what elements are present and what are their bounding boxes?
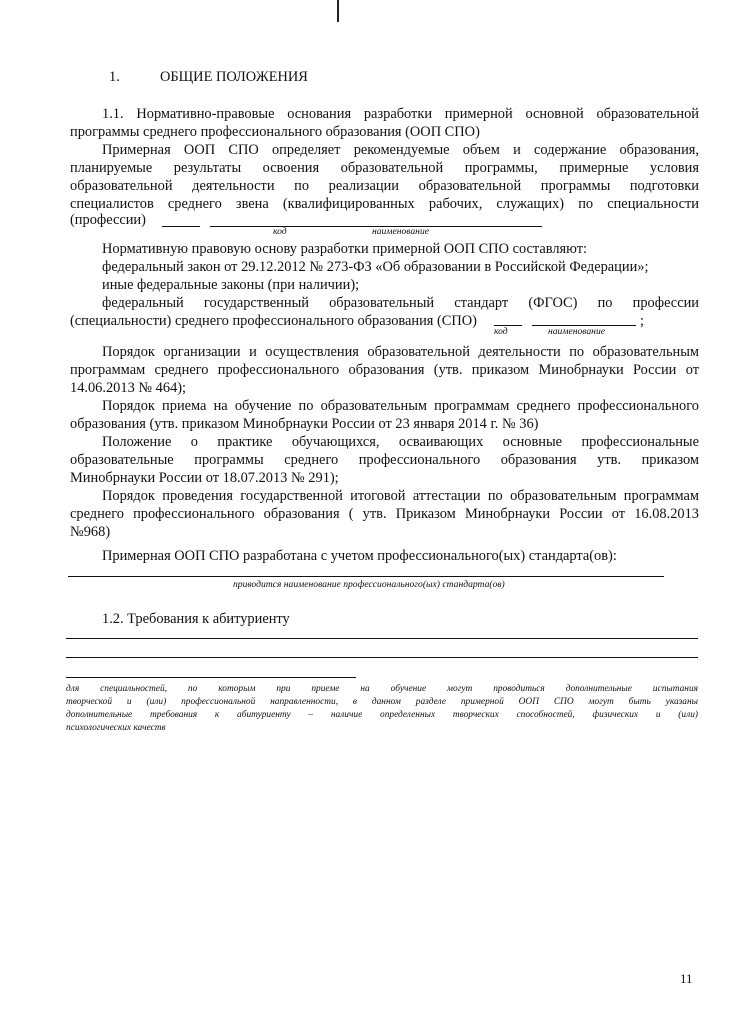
s11-line-7 [70,211,146,229]
fgos-semicolon: ; [640,313,644,329]
basis-other-laws: иные федеральные законы (при наличии); [102,277,360,293]
order1-line-2: программам среднего профессионального образования (утв. приказом Минобрнауки России от [70,362,699,378]
fgos-caption-name: наименование [548,326,606,337]
footnote-line-3: дополнительные требования к абитуриенту – наличие определенных творческих способностей, физических и (или) [66,710,698,720]
order3-line-1: Положение о практике обучающихся, осваивающих основные профессиональные [102,434,699,450]
order3-line-3: Минобрнауки России от 18.07.2013 № 291); [70,470,339,486]
s11-line-1: 1.1. Нормативно-правовые основания разработки примерной основной образовательной [102,106,699,122]
order2-line-1: Порядок приема на обучение по образовательным программам среднего профессионального [102,398,699,414]
basis-law: федеральный закон от 29.12.2012 № 273-ФЗ «Об образовании в Российской Федерации»; [102,259,649,275]
order2-line-2: образования (утв. приказом Минобрнауки России от 23 января 2014 г. № 36) [70,416,539,432]
s12-blank-line-2 [66,657,698,658]
basis-fgos-line-2: (специальности) среднего профессионального образования (СПО) [70,313,477,329]
order4-line-3: №968) [70,524,111,540]
order4-line-1: Порядок проведения государственной итоговой аттестации по образовательным программам [102,488,699,504]
caption-name: наименование [372,226,430,237]
s11-line-5: образовательной деятельности по реализации образовательной программы подготовки [70,178,699,194]
scan-edge-mark [337,0,339,22]
code-blank [162,226,200,227]
s11-line-6: специалистов среднего звена (квалифицированных рабочих, служащих) по специальности [70,196,699,212]
footnote-line-4: психологических качеств [66,723,166,733]
footnote-line-2: творческой и (или) профессиональной направленности, в данном разделе примерной ООП СПО могут быть указаны [66,697,698,707]
s11-line-3: Примерная ООП СПО определяет рекомендуемые объем и содержание образования, [102,142,699,158]
order1-line-3: 14.06.2013 № 464); [70,380,187,396]
s11-line-2: программы среднего профессионального образования (ООП СПО) [70,124,480,140]
section-title: ОБЩИЕ ПОЛОЖЕНИЯ [160,69,308,85]
basis-intro: Нормативную правовую основу разработки примерной ООП СПО составляют: [102,241,588,257]
footnote-line-1: для специальностей, по которым при приеме на обучение могут проводиться дополнительные испытания [66,684,698,694]
footnote-separator [66,677,356,678]
caption-code: код [273,226,287,237]
order1-line-1: Порядок организации и осуществления образовательной деятельности по образовательным [102,344,699,360]
s11-line-4: планируемые результаты освоения образовательной программы, примерные условия [70,160,699,176]
s11-profession-label: (профессии) [70,212,146,228]
order3-line-2: образовательные программы среднего профессионального образования утв. приказом [70,452,699,468]
order4-line-2: среднего профессионального образования ( утв. Приказом Минобрнауки России от 16.08.2013 [70,506,699,522]
standards-caption: приводится наименование профессионального(ых) стандарта(ов) [233,579,505,590]
standards-text: Примерная ООП СПО разработана с учетом профессионального(ых) стандарта(ов): [102,548,617,564]
section-number: 1. [109,69,120,85]
s12-blank-line-1 [66,638,698,639]
basis-fgos-line-1: федеральный государственный образовательный стандарт (ФГОС) по профессии [102,295,699,311]
s12-title: 1.2. Требования к абитуриенту [102,611,290,627]
standards-blank [68,576,664,577]
page-number: 11 [680,971,693,986]
fgos-caption-code: код [494,326,508,337]
